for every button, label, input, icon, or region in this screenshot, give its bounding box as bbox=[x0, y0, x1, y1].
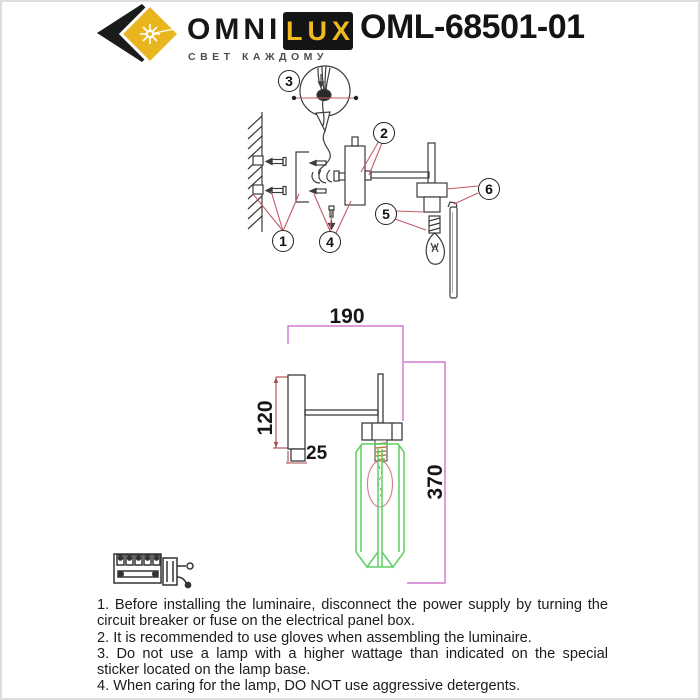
dim-plate-depth-label: 25 bbox=[306, 443, 328, 464]
callout-6: 6 bbox=[478, 178, 500, 200]
wall-hatching bbox=[248, 112, 263, 232]
instruction-item-3: 3. Do not use a lamp with a higher wattage than indicated on the special sticker located on the lamp base. bbox=[97, 645, 608, 679]
callout-5: 5 bbox=[375, 203, 397, 225]
instructions-list bbox=[97, 597, 608, 695]
dimension-drawing bbox=[273, 326, 445, 583]
brand-tagline: СВЕТ КАЖДОМУ bbox=[188, 51, 328, 63]
callout-leader-lines bbox=[253, 96, 478, 233]
socket-housing bbox=[417, 183, 447, 212]
dim-total-height-label: 370 bbox=[424, 464, 447, 500]
callout-1: 1 bbox=[272, 230, 294, 252]
power-wire bbox=[312, 131, 332, 183]
callout-3: 3 bbox=[278, 70, 300, 92]
wire-connector bbox=[334, 171, 345, 181]
dim-width-label: 190 bbox=[329, 305, 365, 328]
instruction-item-4: 4. When caring for the lamp, DO NOT use aggressive detergents. bbox=[97, 678, 521, 695]
mounting-bracket bbox=[296, 152, 326, 202]
terminal-block-wiring-icon bbox=[114, 554, 193, 588]
bulb-drawing bbox=[426, 216, 444, 264]
bulb-side-view bbox=[368, 461, 393, 507]
brand-name-lux: LUX bbox=[286, 15, 355, 46]
socket-side-view bbox=[375, 440, 387, 461]
instruction-item-1: 1. Before installing the luminaire, disconnect the power supply by turning the circuit breaker or fuse on the electrical panel box. bbox=[97, 597, 608, 630]
shade-side-view bbox=[356, 444, 404, 567]
lamp-arm bbox=[365, 143, 435, 183]
brand-name-omni: OMNI bbox=[187, 13, 282, 46]
assembly-diagram bbox=[248, 66, 457, 298]
dim-plate-height-label: 120 bbox=[254, 400, 277, 436]
diamond-sunburst-logo-icon bbox=[97, 4, 179, 63]
callout-4: 4 bbox=[319, 231, 341, 253]
instruction-item-2: 2. It is recommended to use gloves when assembling the luminaire. bbox=[97, 629, 532, 646]
glass-tube-drawing bbox=[448, 202, 457, 298]
product-code: OML-68501-01 bbox=[360, 8, 585, 46]
wall-anchor-screws bbox=[266, 158, 286, 195]
brand-lux-badge bbox=[283, 12, 353, 50]
callout-2: 2 bbox=[373, 122, 395, 144]
